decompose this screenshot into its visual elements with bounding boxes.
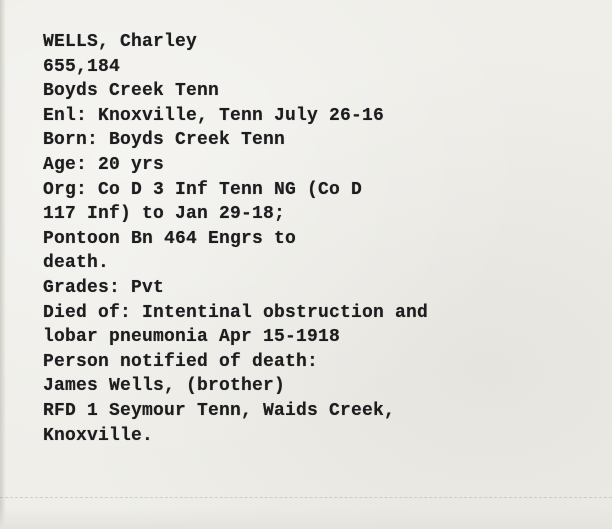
age: Age: 20 yrs bbox=[43, 154, 165, 175]
service-number: 655,184 bbox=[43, 56, 121, 77]
residence: Boyds Creek Tenn bbox=[43, 81, 220, 102]
notified-address-line-2: Knoxville. bbox=[43, 425, 154, 446]
cause-of-death-line-1: Died of: Intentinal obstruction and bbox=[43, 302, 429, 323]
birthplace: Born: Boyds Creek Tenn bbox=[43, 130, 286, 151]
card-bottom-edge bbox=[0, 507, 612, 529]
notified-address-line-1: RFD 1 Seymour Tenn, Waids Creek, bbox=[43, 400, 396, 421]
card-bottom-fold bbox=[0, 497, 612, 498]
organization-line-4: death. bbox=[43, 253, 110, 274]
card-left-edge bbox=[0, 0, 6, 529]
organization-line-3: Pontoon Bn 464 Engrs to bbox=[43, 228, 297, 249]
notified-person: James Wells, (brother) bbox=[43, 376, 286, 397]
enlistment: Enl: Knoxville, Tenn July 26-16 bbox=[43, 105, 385, 126]
organization-line-1: Org: Co D 3 Inf Tenn NG (Co D bbox=[43, 179, 363, 200]
notified-heading: Person notified of death: bbox=[43, 351, 319, 372]
soldier-name: WELLS, Charley bbox=[43, 32, 198, 52]
grades: Grades: Pvt bbox=[43, 277, 165, 298]
organization-line-2: 117 Inf) to Jan 29-18; bbox=[43, 204, 286, 225]
typed-record bbox=[43, 30, 603, 448]
cause-of-death-line-2: lobar pneumonia Apr 15-1918 bbox=[43, 327, 341, 348]
